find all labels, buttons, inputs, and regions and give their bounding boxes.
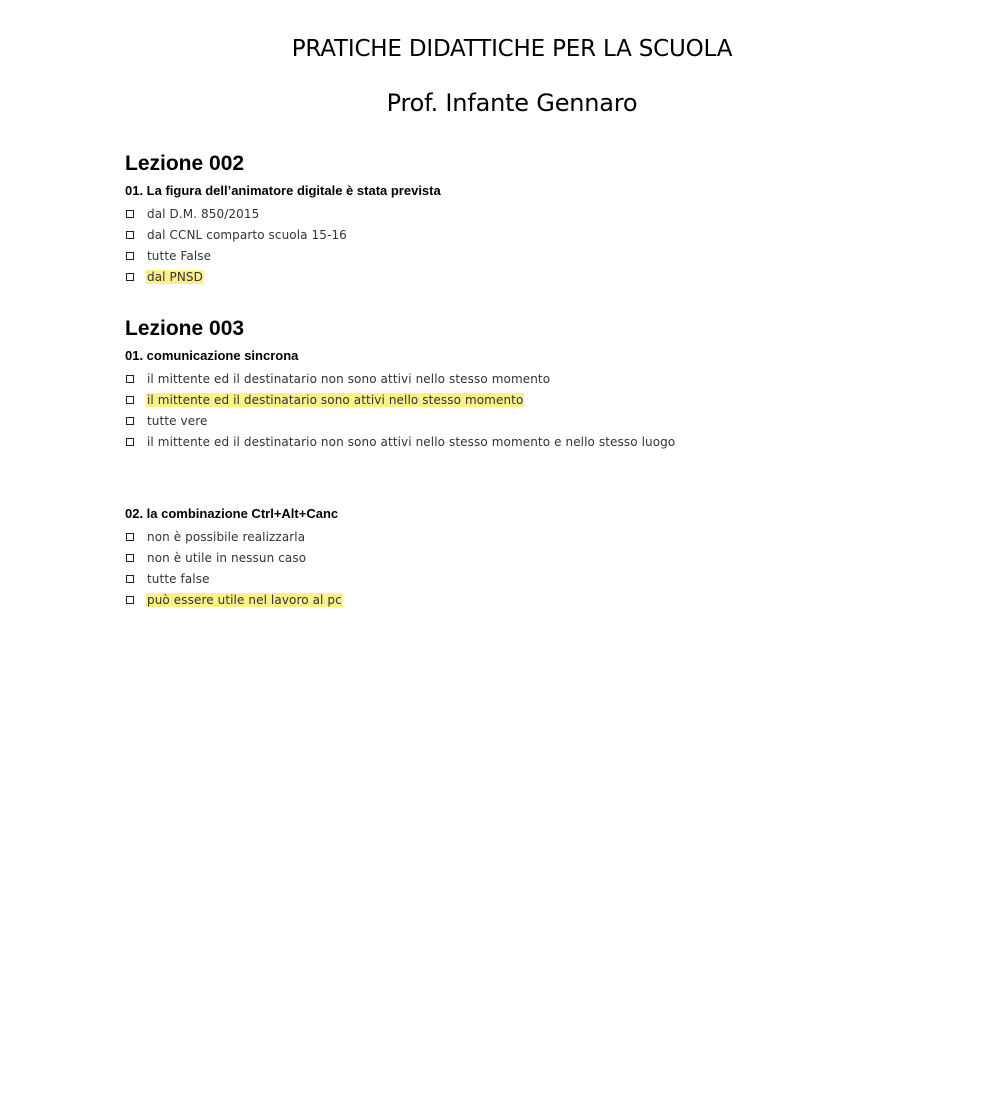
checkbox-icon bbox=[126, 533, 134, 541]
checkbox-icon bbox=[126, 596, 134, 604]
answer-item bbox=[125, 431, 945, 452]
checkbox-icon bbox=[126, 210, 134, 218]
answer-text-highlighted: dal PNSD bbox=[147, 269, 203, 284]
question-block bbox=[125, 505, 945, 610]
answer-text: non è possibile realizzarla bbox=[147, 529, 306, 544]
answer-item bbox=[125, 547, 945, 568]
checkbox-icon bbox=[126, 438, 134, 446]
answer-text: tutte false bbox=[147, 571, 210, 586]
answer-list bbox=[125, 368, 945, 452]
question-text: 02. la combinazione Ctrl+Alt+Canc bbox=[125, 506, 339, 521]
answer-text: tutte vere bbox=[147, 413, 208, 428]
checkbox-icon bbox=[126, 554, 134, 562]
answer-item bbox=[125, 389, 945, 410]
lesson-heading bbox=[125, 151, 945, 177]
answer-item bbox=[125, 368, 945, 389]
lesson-heading-text: Lezione 002 bbox=[125, 152, 245, 175]
document-title: PRATICHE DIDATTICHE PER LA SCUOLA bbox=[291, 36, 733, 62]
document-author: Prof. Infante Gennaro bbox=[386, 89, 638, 117]
answer-item bbox=[125, 410, 945, 431]
answer-list bbox=[125, 526, 945, 610]
answer-text: dal D.M. 850/2015 bbox=[147, 206, 260, 221]
question-text: 01. La figura dell’animatore digitale è stata prevista bbox=[125, 183, 441, 198]
answer-item bbox=[125, 568, 945, 589]
checkbox-icon bbox=[126, 231, 134, 239]
answer-text: tutte False bbox=[147, 248, 212, 263]
checkbox-icon bbox=[126, 273, 134, 281]
answer-text: il mittente ed il destinatario non sono attivi nello stesso momento bbox=[147, 371, 551, 386]
checkbox-icon bbox=[126, 375, 134, 383]
answer-item bbox=[125, 589, 945, 610]
answer-item bbox=[125, 224, 945, 245]
lesson-heading-text: Lezione 003 bbox=[125, 317, 245, 340]
answer-item bbox=[125, 526, 945, 547]
answer-text-highlighted: può essere utile nel lavoro al pc bbox=[147, 592, 342, 607]
answer-item bbox=[125, 203, 945, 224]
lesson-heading bbox=[125, 316, 945, 342]
question-block bbox=[125, 347, 945, 452]
answer-list bbox=[125, 203, 945, 287]
checkbox-icon bbox=[126, 396, 134, 404]
answer-text: il mittente ed il destinatario non sono attivi nello stesso momento e nello stesso luogo bbox=[147, 434, 676, 449]
answer-text: dal CCNL comparto scuola 15-16 bbox=[147, 227, 347, 242]
checkbox-icon bbox=[126, 417, 134, 425]
question-block bbox=[125, 182, 945, 287]
answer-item bbox=[125, 245, 945, 266]
answer-item bbox=[125, 266, 945, 287]
answer-text-highlighted: il mittente ed il destinatario sono attivi nello stesso momento bbox=[147, 392, 524, 407]
checkbox-icon bbox=[126, 252, 134, 260]
answer-text: non è utile in nessun caso bbox=[147, 550, 307, 565]
checkbox-icon bbox=[126, 575, 134, 583]
question-text: 01. comunicazione sincrona bbox=[125, 348, 299, 363]
